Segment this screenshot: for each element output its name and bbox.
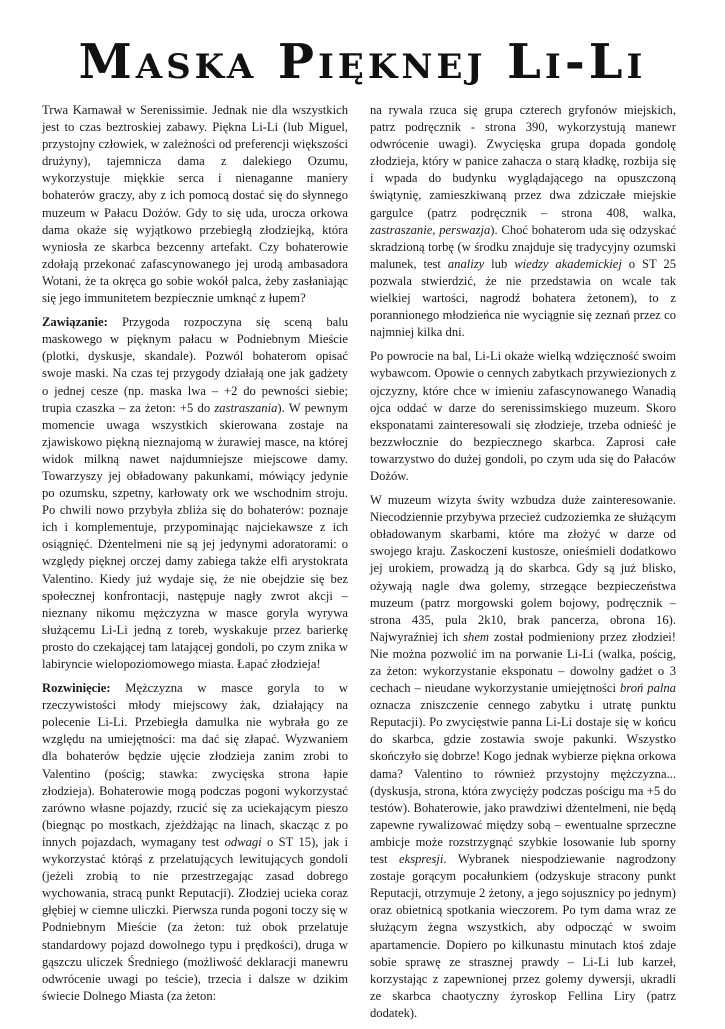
chase-text-a: na rywala rzuca się grupa czterech gryfonów miejskich, patrz podręcznik - strona 390, wykorzystują manewr odwrócenie uwagi). Zwycięska grupa dopada gondolę złodzieja, który w panice zahacza o starą kładkę, rozbija się i wpada do budynku wyglądającego na opuszczoną świątynię, zamieszkiwaną przez dwa zdziczałe miejskie gargulce (patrz podręcznik – strona 408, walka, [370,103,676,220]
museum-text-a: W muzeum wizyta świty wzbudza duże zainteresowanie. Niecodziennie przybywa przecież cudzoziemka ze służącym obładowanym skarbami, które ma złożyć w darze od swojego kraju. Zaskoczeni kustosze, onieśmieli dodatkowo jej urokiem, prowadzą ją do skarbca. Gdy są już blisko, ożywają nagle dwa golemy, strzegące bezpieczeństwa muzeum (patrz morgowski golem bojowy, podręcznik – strona 435, pula 2k10, brak pancerza, obrona 16). Najwyraźniej ich [370,493,676,644]
development-label: Rozwinięcie: [42,681,111,696]
chase-paragraph [370,102,676,341]
intro-paragraph: Trwa Karnawał w Serenissimie. Jednak nie dla wszystkich jest to czas beztroskiej zabawy. Piękna Li-Li (lub Miguel, przystojny człowiek, w zależności od preferencji większości drużyny), tajemnicza dama z dalekiego Ozumu, wykorzystuje miękkie serca i nienaganne maniery bohaterów graczy, aby z ich pomocą dostać się do słynnego muzeum w Pałacu Dożów. Gdy to się uda, urocza orkowa dama okaże się wyjątkowo przebiegłą złodziejką, która wyniosła ze skarbca bezcenny artefakt. Czy bohaterowie zdołają przekonać zafascynowanego jej urodą ambasadora Wotani, że ta okręca go sobie wokół palca, żeby zasłaniając się jego immunitetem bezpiecznie umknąć z łupem? [42,103,348,306]
chase-text-b: ). Choć bohaterom uda się odzyskać skradzioną torbę (w środku znajduje się tradycyjny ozumski malunek, test [370,222,676,271]
page-title: Maska Pięknej Li-Li [78,34,647,90]
right-column [370,102,676,1029]
chase-text-c: lub [484,256,515,271]
development-text-a: Mężczyzna w masce goryla to w rzeczywistości młody miejscowy żak, działający na polecenie Li-Li. Przebiegła damulka nie wybrała go ze względu na umiejętności: ma dać się złapać. Wyzwaniem dla bohaterów będzie ujęcie złodzieja zanim zrobi to Valentino (pościg; stawka: zwycięska strona łapie złodzieja). Bohaterowie mogą podczas pogoni wykorzystać zarówno własne pojazdy, rzucić się za uciekającym pieszo (biegnąc po mostkach, zjeżdżając na linach, skacząc z po innych pojazdach, wymagany test [42,681,348,849]
left-column [42,102,348,1012]
museum-text-b: został podmieniony przez złodziei! Nie można pozwolić im na porwanie Li-Li (walka, pościg, za żeton: wykorzystanie eksponatu – dowolny gadżet o 3 cechach – nieudane wykorzystanie umiejętności [370,629,677,696]
setup-paragraph [42,314,348,673]
museum-italic-1: shem [463,629,490,644]
chase-italic-1: zastraszanie, perswazja [370,222,491,237]
ball-return-paragraph: Po powrocie na bal, Li-Li okaże wielką wdzięczność swoim wybawcom. Opowie o cennych zabytkach przywiezionych z ojczyzny, które chce w imieniu zafascynowanego Wanadią ojca oddać w darze do serenissimskiego muzeum. Skoro eksponatami zainteresowali się złodzieje, trzeba odnieść je bezzwłocznie do bezpiecznego skarbca. Zaprosi całe towarzystwo do dużej gondoli, po czym uda się do Pałaców Dożów. [370,349,676,483]
museum-italic-2: broń palna [619,681,676,696]
development-paragraph [42,680,348,1005]
setup-text-b: ). W pewnym momencie uwaga wszystkich skierowana zostaje na zjawiskowo piękną nieznajomą w żurawiej masce, na której widok milkną nawet najdumniejsze miejscowe damy. Towarzyszy jej obładowany pakunkami, mówiący jedynie po ozumsku, szpetny, karłowaty ork we wschodnim stroju. Po chwili nowo przybyła zbliża się do bohaterów: poznaje ich i komplementuje, przypominając najciekawsze z ich osiągnięć. Dżentelmeni nie są jej jedynymi adoratorami: o względy pięknej orczej damy zabiega także elfi arystokrata Valentino. Kiedy już wydaje się, że nie obejdzie się bez społecznej konfrontacji, następuje nagły zwrot akcji – nieznany nikomu mężczyzna w masce goryla wyrywa służącemu Li-Li jedną z toreb, wyskakuje przez barierkę prosto do czekającej tam latającej gondoli, po czym znika w labiryncie wielopoziomowego miasta. Łapać złodzieja! [42,400,348,671]
setup-label: Zawiązanie: [42,315,108,330]
development-italic: odwagi [224,834,262,849]
museum-italic-3: ekspresji [399,852,444,867]
development-text-b: o ST 15), jak i wykorzystać którąś z przelatujących lewitujących gondoli (jeżeli zrobią to nie przestrzegając zasad dobrego wychowania, stracą punkt Reputacji). Złodziej ucieka coraz głębiej w ciemne uliczki. Pierwsza runda pogoni toczy się w Podniebnym Mieście (za żeton: tuż obok przelatuje standardowy pojazd dowolnego typu i prędkości), druga w gąszczu uliczek Średniego (możliwość deklaracji manewru odwrócenie uwagi po teście), trzecia i dalsze w dzikim świecie Dolnego Miasta (za żeton: [42,834,348,1003]
museum-paragraph [370,492,676,1022]
setup-italic: zastraszania [214,400,278,415]
museum-text-d: . Wybranek niespodziewanie nagrodzony zostaje gorącym pocałunkiem (odzyskuje stracony punkt Reputacji, otrzymuje 2 żetony, a jego sojusznicy po jednym) oraz obietnicą spotkania wieczorem. Po tym dama wraz ze służącym żegna wszystkich, aby odpocząć w swoim apartamencie. Dopiero po kilkunastu minutach ktoś zdaje sobie sprawę ze strasznej prawdy – Li-Li lub karzeł, korzystając z zapewnionej przez golemy dywersji, ukradli ze skarbca chaotyczny żyroskop Fellina Liry (patrz dodatek). [370,852,676,1020]
chase-italic-2: analizy [447,256,485,271]
chase-text-d: o ST 25 pozwala stwierdzić, że nie przedstawia on wcale tak wielkiej wartości, nagrodź bohatera żetonem), to z porannionego młodzieńca nie wyciągnie się zeznań przez co najmniej kilka dni. [370,256,676,340]
museum-text-c: oznacza zniszczenie cennego zabytku i utratę punktu Reputacji). Po zwycięstwie panna Li-Li dostaje się w końcu do skarbca, gdzie zostawia swoje pakunki. Wszystko skończyło się dobrze! Kogo jednak wybierze piękna orkowa dama? Valentino to również przystojny mężczyzna... (dyskusja, strona, która zwycięży podczas pościgu ma +5 do testów). Bohaterowie, jako prawdziwi dżentelmeni, nie będą zapewne rywalizować między sobą – ewentualne sprzeczne ambicje może rozstrzygnąć szybkie losowanie lub sporny test [370,698,676,867]
setup-text-a: Przygoda rozpoczyna się sceną balu maskowego w pięknym pałacu w Podniebnym Mieście (plotki, dyskusje, skandale). Pozwól bohaterom opisać swoje maski. Na czas tej przygody działają one jak gadżety o jednej cesze (np. maska lwa – +2 do pewności siebie; trupia czaszka – za żeton: +5 do [42,315,348,415]
chase-italic-3: wiedzy akademickiej [514,256,622,271]
